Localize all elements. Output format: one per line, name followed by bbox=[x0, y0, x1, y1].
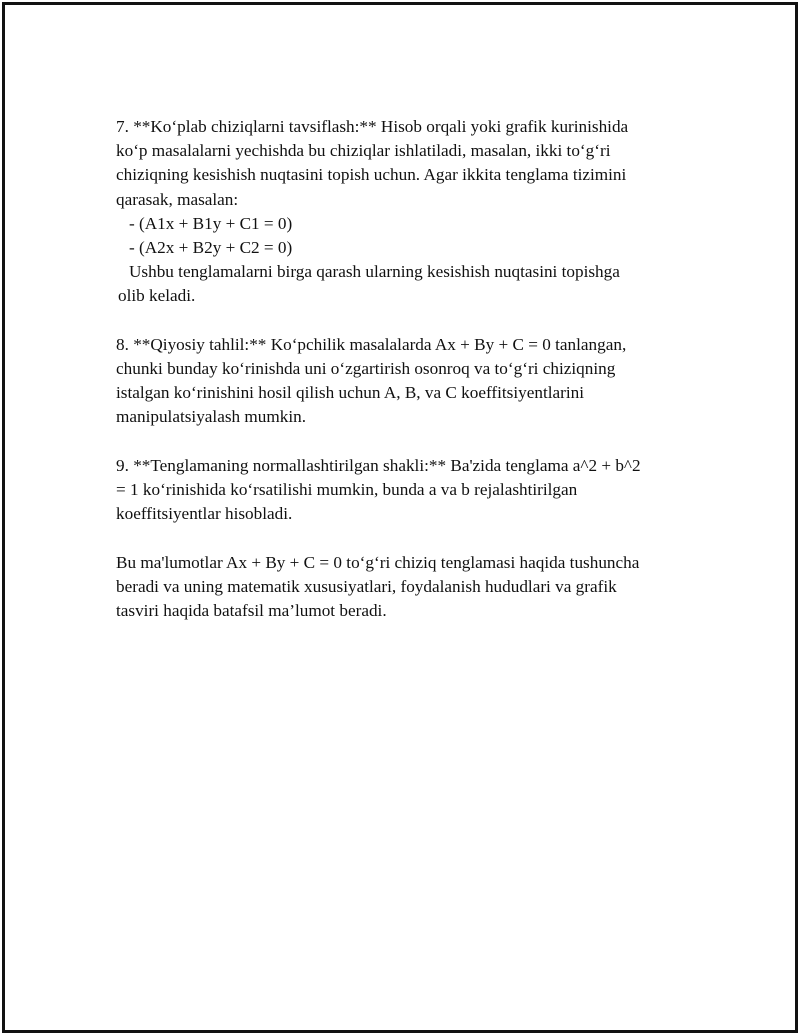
item-7-continuation-line: olib keladi. bbox=[118, 286, 196, 306]
item-7-line: chiziqning kesishish nuqtasini topish uchun. Agar ikkita tenglama tizimini bbox=[116, 165, 627, 185]
item-7-paragraph bbox=[116, 115, 686, 309]
item-9-line: = 1 ko‘rinishida ko‘rsatilishi mumkin, bunda a va b rejalashtirilgan bbox=[116, 480, 578, 500]
paragraph-gap bbox=[116, 430, 686, 454]
item-9-line: koeffitsiyentlar hisobladi. bbox=[116, 504, 293, 524]
document-body bbox=[116, 115, 686, 623]
item-9-paragraph bbox=[116, 454, 686, 527]
equation-line-1: - (A1x + B1y + C1 = 0) bbox=[129, 213, 293, 233]
summary-line: beradi va uning matematik xususiyatlari, foydalanish hududlari va grafik bbox=[116, 576, 617, 596]
item-8-line: chunki bunday ko‘rinishda uni o‘zgartirish osonroq va to‘g‘ri chiziqning bbox=[116, 359, 616, 379]
item-7-continuation-line: Ushbu tenglamalarni birga qarash ularning kesishish nuqtasini topishga bbox=[129, 262, 620, 282]
item-9-line: 9. **Tenglamaning normallashtirilgan shakli:** Ba'zida tenglama a^2 + b^2 bbox=[116, 455, 641, 475]
item-7-line: ko‘p masalalarni yechishda bu chiziqlar ishlatiladi, masalan, ikki to‘g‘ri bbox=[116, 141, 611, 161]
summary-paragraph bbox=[116, 551, 686, 624]
paragraph-gap bbox=[116, 309, 686, 333]
paragraph-gap bbox=[116, 526, 686, 550]
item-7-line: 7. **Ko‘plab chiziqlarni tavsiflash:** Hisob orqali yoki grafik kurinishida bbox=[116, 117, 629, 136]
summary-line: tasviri haqida batafsil ma’lumot beradi. bbox=[116, 601, 387, 621]
item-8-paragraph bbox=[116, 333, 686, 430]
item-7-line: qarasak, masalan: bbox=[116, 189, 239, 209]
summary-line: Bu ma'lumotlar Ax + By + C = 0 to‘g‘ri chiziq tenglamasi haqida tushuncha bbox=[116, 552, 640, 572]
item-8-line: 8. **Qiyosiy tahlil:** Ko‘pchilik masalalarda Ax + By + C = 0 tanlangan, bbox=[116, 334, 627, 354]
equation-line-2: - (A2x + B2y + C2 = 0) bbox=[129, 238, 293, 258]
item-8-line: istalgan ko‘rinishini hosil qilish uchun A, B, va C koeffitsiyentlarini bbox=[116, 383, 585, 403]
item-8-line: manipulatsiyalash mumkin. bbox=[116, 407, 306, 427]
